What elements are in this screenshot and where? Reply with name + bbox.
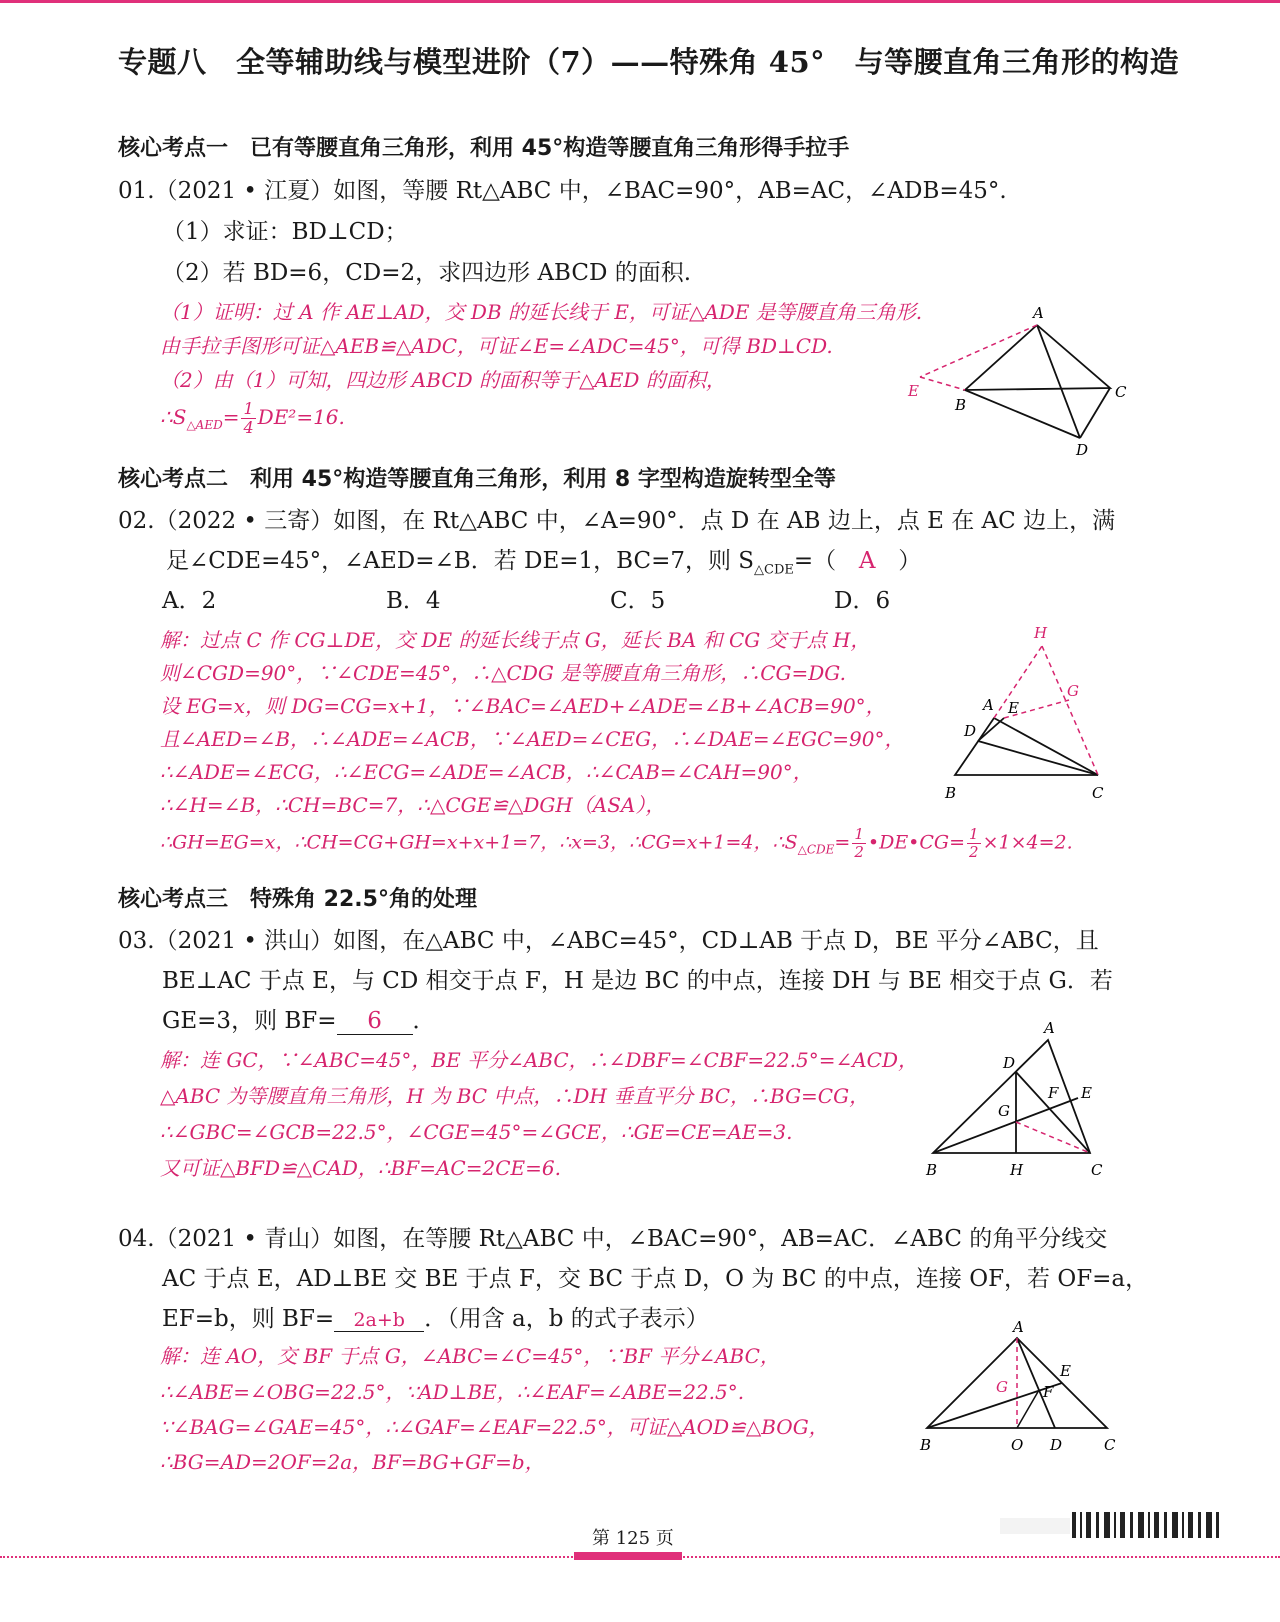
fig1-dashed-ae (920, 325, 1037, 377)
q2-option-d: D．6 (834, 588, 891, 614)
fig1-triangle-abc (965, 325, 1110, 390)
fig2-triangle-abc (955, 718, 1098, 775)
fig3-label-e: E (1081, 1084, 1092, 1102)
fig4-label-e: E (1060, 1362, 1071, 1380)
q2-stem2-end: =（ (793, 548, 837, 574)
q1-solution-line-2: 由手拉手图形可证△AEB≌△ADC，可证∠E=∠ADC=45°，可得 BD⊥CD. (160, 334, 833, 358)
fig4-label-a: A (1013, 1318, 1024, 1336)
q3-solution-line-4: 又可证△BFD≌△CAD，∴BF=AC=2CE=6. (160, 1156, 561, 1180)
footer-dotted-rule (0, 1556, 1280, 1558)
q2-frac1-num: 1 (854, 825, 864, 843)
figure-1 (900, 300, 1140, 465)
fig3-label-a: A (1044, 1019, 1055, 1037)
q2-option-a: A．2 (162, 588, 217, 614)
figure-2 (930, 620, 1130, 810)
q4-stem3-pre: EF=b，则 BF= (162, 1306, 335, 1332)
q2-solution-line-2: 则∠CGD=90°，∵∠CDE=45°，∴△CDG 是等腰直角三角形，∴CG=DG. (160, 661, 846, 685)
figure-3 (918, 1018, 1118, 1188)
top-rule (0, 0, 1280, 3)
q4-answer: 2a+b (334, 1309, 424, 1332)
q2-sol-a: ∴GH=EG=x，∴CH=CG+GH=x+x+1=7，∴x=3，∴CG=x+1=4，∴S (160, 831, 798, 854)
q2-frac1-den: 2 (854, 843, 864, 861)
fig2-label-h: H (1034, 624, 1048, 642)
q2-stem-line-2 (166, 542, 921, 578)
fig4-label-c: C (1104, 1436, 1116, 1454)
q2-answer: A (858, 548, 876, 574)
fig3-label-g: G (998, 1102, 1010, 1120)
q2-stem2-text: 足∠CDE=45°，∠AED=∠B．若 DE=1，BC=7，则 S (166, 548, 755, 574)
q2-solution-line-1: 解：过点 C 作 CG⊥DE，交 DE 的延长线于点 G，延长 BA 和 CG 交于点 H， (160, 628, 871, 652)
q2-solution-line-6: ∴∠H=∠B，∴CH=BC=7，∴△CGE≌△DGH（ASA）， (160, 793, 666, 817)
fig1-label-c: C (1115, 383, 1127, 401)
fig4-label-o: O (1011, 1436, 1024, 1454)
q2-option-c: C．5 (610, 588, 666, 614)
q1-stem: 01.（2021 • 江夏）如图，等腰 Rt△ABC 中，∠BAC=90°，AB=AC，∠ADB=45°. (118, 178, 1007, 204)
q1-solution-line-3: （2）由（1）可知，四边形 ABCD 的面积等于△AED 的面积， (160, 368, 726, 392)
q4-stem3-post: ．（用含 a，b 的式子表示） (424, 1306, 709, 1332)
section-heading-1: 核心考点一 已有等腰直角三角形，利用 45°构造等腰直角三角形得手拉手 (118, 136, 850, 161)
page-title: 专题八 全等辅助线与模型进阶（7）——特殊角 45° 与等腰直角三角形的构造 (118, 45, 1180, 79)
q2-fraction-2 (967, 826, 981, 861)
q2-sol-sub: △CDE (797, 842, 835, 857)
fig1-label-b: B (955, 396, 967, 414)
fig1-line-ad (1037, 325, 1080, 438)
fig2-label-d: D (964, 722, 977, 740)
fig3-label-f: F (1048, 1084, 1059, 1102)
page-number: 第 125 页 (592, 1528, 674, 1549)
q1-frac-den: 4 (243, 418, 254, 437)
q2-solution-line-3: 设 EG=x，则 DG=CG=x+1，∵∠BAC=∠AED+∠ADE=∠B+∠ACB=90°， (160, 694, 886, 718)
fig2-label-e: E (1008, 699, 1019, 717)
q2-solution-line-7 (160, 826, 1073, 861)
fig3-label-d: D (1003, 1054, 1016, 1072)
q1-sol-eq: = (222, 405, 240, 429)
q2-sol-mid: •DE•CG= (867, 831, 966, 854)
fig1-line-cd (1080, 388, 1110, 438)
fig3-label-c: C (1091, 1161, 1103, 1179)
fig2-label-a: A (983, 696, 994, 714)
q2-frac2-den: 2 (969, 843, 979, 861)
q3-stem-line-2: BE⊥AC 于点 E，与 CD 相交于点 F，H 是边 BC 的中点，连接 DH 与 BE 相交于点 G．若 (162, 968, 1113, 994)
q4-stem-line-1: 04.（2021 • 青山）如图，在等腰 Rt△ABC 中，∠BAC=90°，AB=AC．∠ABC 的角平分线交 (118, 1226, 1108, 1252)
fig2-label-b: B (945, 784, 957, 802)
q1-sol-suffix: DE²=16. (257, 405, 345, 429)
q2-frac2-num: 1 (969, 825, 979, 843)
q4-stem-line-2: AC 于点 E，AD⊥BE 交 BE 于点 F，交 BC 于点 D，O 为 BC 的中点，连接 OF，若 OF=a， (162, 1266, 1149, 1292)
q4-solution-line-3: ∵∠BAG=∠GAE=45°，∴∠GAF=∠EAF=22.5°，可证△AOD≌△BOG， (160, 1415, 829, 1439)
section-heading-2: 核心考点二 利用 45°构造等腰直角三角形，利用 8 字型构造旋转型全等 (118, 467, 836, 492)
fig1-line-bd (965, 390, 1080, 438)
q2-stem-line-1: 02.（2022 • 三寄）如图，在 Rt△ABC 中，∠A=90°．点 D 在 AB 边上，点 E 在 AC 边上，满 (118, 508, 1116, 534)
fig4-label-b: B (920, 1436, 932, 1454)
figure-4 (912, 1318, 1132, 1458)
q2-fraction-1 (852, 826, 866, 861)
q1-part1: （1）求证：BD⊥CD； (162, 219, 408, 245)
fig4-label-d: D (1050, 1436, 1063, 1454)
q1-part2: （2）若 BD=6，CD=2，求四边形 ABCD 的面积. (162, 260, 692, 286)
section-heading-3: 核心考点三 特殊角 22.5°角的处理 (118, 887, 477, 912)
q3-solution-line-3: ∴∠GBC=∠GCB=22.5°，∠CGE=45°=∠GCE，∴GE=CE=AE=3. (160, 1120, 793, 1144)
fig2-label-c: C (1092, 784, 1104, 802)
q1-sol-prefix: ∴S (160, 405, 187, 429)
q1-solution-line-4 (160, 400, 345, 437)
q3-solution-line-1: 解：连 GC，∵∠ABC=45°，BE 平分∠ABC，∴∠DBF=∠CBF=22.5°=∠ACD， (160, 1048, 918, 1072)
q3-answer: 6 (337, 1008, 413, 1035)
q3-solution-line-2: △ABC 为等腰直角三角形，H 为 BC 中点，∴DH 垂直平分 BC，∴BG=CG， (160, 1084, 870, 1108)
fig3-label-h: H (1010, 1161, 1024, 1179)
q2-option-b: B．4 (386, 588, 441, 614)
fig4-line-be (927, 1383, 1062, 1428)
fig1-dashed-eb (920, 377, 965, 390)
q3-stem-line-1: 03.（2021 • 洪山）如图，在△ABC 中，∠ABC=45°，CD⊥AB 于点 D，BE 平分∠ABC，且 (118, 928, 1099, 954)
q2-sol-end: ×1×4=2. (982, 831, 1073, 854)
q1-frac-num: 1 (243, 399, 254, 418)
fig4-label-g: G (996, 1378, 1008, 1396)
q4-solution-line-2: ∴∠ABE=∠OBG=22.5°，∵AD⊥BE，∴∠EAF=∠ABE=22.5°. (160, 1380, 745, 1404)
q3-stem-line-3 (162, 1002, 436, 1035)
q3-stem3-post: ． (412, 1008, 436, 1034)
q1-fraction (241, 400, 255, 437)
fig2-dashed-hc (1042, 646, 1098, 775)
q3-stem3-pre: GE=3，则 BF= (162, 1008, 337, 1034)
q4-solution-line-1: 解：连 AO，交 BF 于点 G，∠ABC=∠C=45°，∵BF 平分∠ABC， (160, 1344, 780, 1368)
fig1-label-d: D (1076, 441, 1089, 459)
fig4-line-of (1017, 1390, 1039, 1428)
q4-solution-line-4: ∴BG=AD=2OF=2a，BF=BG+GF=b， (160, 1450, 545, 1474)
q2-solution-line-4: 且∠AED=∠B，∴∠ADE=∠ACB，∵∠AED=∠CEG，∴∠DAE=∠EGC=90°， (160, 727, 905, 751)
fig3-dashed-gc (1016, 1122, 1090, 1153)
barcode-icon (1000, 1508, 1230, 1542)
fig2-line-dc (978, 741, 1098, 775)
q2-close: ） (898, 548, 922, 574)
fig1-label-a: A (1033, 304, 1044, 322)
q2-stem2-sub: △CDE (754, 562, 794, 578)
q1-solution-line-1: （1）证明：过 A 作 AE⊥AD，交 DB 的延长线于 E，可证△ADE 是等腰直角三角形. (160, 300, 923, 324)
q1-sol-sub: △AED (186, 418, 223, 432)
q4-stem-line-3 (162, 1300, 709, 1333)
fig1-label-e: E (908, 382, 919, 400)
fig2-label-g: G (1067, 682, 1079, 700)
fig4-label-f: F (1043, 1383, 1054, 1401)
q2-sol-eq: = (834, 831, 851, 854)
q2-solution-line-5: ∴∠ADE=∠ECG，∴∠ECG=∠ADE=∠ACB，∴∠CAB=∠CAH=90°， (160, 760, 813, 784)
fig3-label-b: B (926, 1161, 938, 1179)
